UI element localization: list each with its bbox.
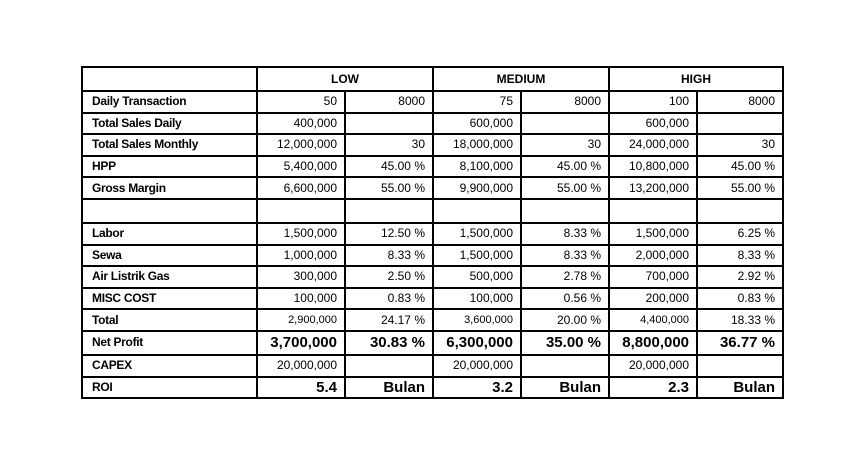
row-label: ROI	[82, 377, 257, 399]
value-cell: 2.92 %	[697, 266, 783, 288]
table-row-capex	[82, 355, 783, 377]
value-cell: Bulan	[345, 377, 433, 399]
value-cell: 9,900,000	[433, 177, 521, 199]
value-cell: 0.83 %	[697, 288, 783, 310]
value-cell: 100	[609, 91, 697, 113]
value-cell: 2,900,000	[257, 309, 345, 331]
value-cell: 8000	[521, 91, 609, 113]
table-row-total-sales-daily	[82, 113, 783, 135]
value-cell: 4,400,000	[609, 309, 697, 331]
value-cell: 2.78 %	[521, 266, 609, 288]
value-cell: 6.25 %	[697, 223, 783, 245]
value-cell: 3,600,000	[433, 309, 521, 331]
row-label: Total Sales Daily	[82, 113, 257, 135]
row-label: Labor	[82, 223, 257, 245]
value-cell	[521, 113, 609, 135]
value-cell	[697, 113, 783, 135]
value-cell: 50	[257, 91, 345, 113]
value-cell: 30	[345, 134, 433, 156]
value-cell: 20.00 %	[521, 309, 609, 331]
value-cell: 2.3	[609, 377, 697, 399]
value-cell: 55.00 %	[697, 177, 783, 199]
value-cell: 3,700,000	[257, 331, 345, 355]
value-cell	[521, 355, 609, 377]
value-cell: 8000	[345, 91, 433, 113]
value-cell: 1,500,000	[609, 223, 697, 245]
table-row-gross-margin	[82, 177, 783, 199]
row-label: Total	[82, 309, 257, 331]
value-cell: 400,000	[257, 113, 345, 135]
value-cell: 0.56 %	[521, 288, 609, 310]
value-cell: 700,000	[609, 266, 697, 288]
value-cell: 5,400,000	[257, 156, 345, 178]
value-cell: 100,000	[433, 288, 521, 310]
value-cell: 6,300,000	[433, 331, 521, 355]
value-cell: 0.83 %	[345, 288, 433, 310]
value-cell: 8.33 %	[345, 245, 433, 267]
value-cell: 8.33 %	[697, 245, 783, 267]
value-cell: 8,800,000	[609, 331, 697, 355]
scenario-header-high: HIGH	[609, 67, 783, 91]
value-cell: 30	[521, 134, 609, 156]
value-cell	[345, 199, 433, 223]
value-cell: 20,000,000	[433, 355, 521, 377]
table-body	[82, 67, 783, 398]
scenario-header-medium: MEDIUM	[433, 67, 609, 91]
value-cell: Bulan	[697, 377, 783, 399]
table-row-roi	[82, 377, 783, 399]
value-cell	[609, 199, 697, 223]
scenario-header-low: LOW	[257, 67, 433, 91]
value-cell: 1,500,000	[257, 223, 345, 245]
header-row	[82, 67, 783, 91]
row-label: Air Listrik Gas	[82, 266, 257, 288]
row-label: Sewa	[82, 245, 257, 267]
corner-cell	[82, 67, 257, 91]
value-cell: 75	[433, 91, 521, 113]
value-cell: 100,000	[257, 288, 345, 310]
value-cell: 30	[697, 134, 783, 156]
value-cell: 300,000	[257, 266, 345, 288]
table-row-total-sales-monthly	[82, 134, 783, 156]
value-cell: 24,000,000	[609, 134, 697, 156]
value-cell: 55.00 %	[521, 177, 609, 199]
value-cell: 3.2	[433, 377, 521, 399]
value-cell: Bulan	[521, 377, 609, 399]
value-cell: 18,000,000	[433, 134, 521, 156]
value-cell: 8,100,000	[433, 156, 521, 178]
value-cell: 45.00 %	[345, 156, 433, 178]
value-cell: 1,500,000	[433, 223, 521, 245]
table-row-air-listrik-gas	[82, 266, 783, 288]
row-label: Daily Transaction	[82, 91, 257, 113]
value-cell: 1,500,000	[433, 245, 521, 267]
value-cell: 12.50 %	[345, 223, 433, 245]
projection-table	[81, 66, 784, 399]
table-row-daily-transaction	[82, 91, 783, 113]
value-cell: 18.33 %	[697, 309, 783, 331]
value-cell: 2.50 %	[345, 266, 433, 288]
value-cell	[697, 199, 783, 223]
value-cell: 8.33 %	[521, 223, 609, 245]
row-label: HPP	[82, 156, 257, 178]
value-cell: 20,000,000	[257, 355, 345, 377]
row-label: CAPEX	[82, 355, 257, 377]
value-cell	[433, 199, 521, 223]
row-label	[82, 199, 257, 223]
value-cell: 600,000	[433, 113, 521, 135]
row-label: Gross Margin	[82, 177, 257, 199]
value-cell: 10,800,000	[609, 156, 697, 178]
value-cell: 20,000,000	[609, 355, 697, 377]
value-cell: 5.4	[257, 377, 345, 399]
value-cell: 12,000,000	[257, 134, 345, 156]
value-cell	[257, 199, 345, 223]
value-cell: 13,200,000	[609, 177, 697, 199]
value-cell: 24.17 %	[345, 309, 433, 331]
value-cell: 1,000,000	[257, 245, 345, 267]
value-cell: 45.00 %	[521, 156, 609, 178]
value-cell: 30.83 %	[345, 331, 433, 355]
value-cell: 8.33 %	[521, 245, 609, 267]
value-cell: 600,000	[609, 113, 697, 135]
table-row-labor	[82, 223, 783, 245]
table-row-sewa	[82, 245, 783, 267]
value-cell: 36.77 %	[697, 331, 783, 355]
value-cell: 200,000	[609, 288, 697, 310]
table-row-spacer	[82, 199, 783, 223]
value-cell: 35.00 %	[521, 331, 609, 355]
value-cell: 45.00 %	[697, 156, 783, 178]
value-cell: 6,600,000	[257, 177, 345, 199]
value-cell	[697, 355, 783, 377]
row-label: Total Sales Monthly	[82, 134, 257, 156]
value-cell	[345, 355, 433, 377]
table-row-total	[82, 309, 783, 331]
row-label: MISC COST	[82, 288, 257, 310]
table-row-misc-cost	[82, 288, 783, 310]
table-row-net-profit	[82, 331, 783, 355]
value-cell	[521, 199, 609, 223]
value-cell: 2,000,000	[609, 245, 697, 267]
value-cell: 8000	[697, 91, 783, 113]
value-cell: 500,000	[433, 266, 521, 288]
value-cell: 55.00 %	[345, 177, 433, 199]
row-label: Net Profit	[82, 331, 257, 355]
table-row-hpp	[82, 156, 783, 178]
value-cell	[345, 113, 433, 135]
